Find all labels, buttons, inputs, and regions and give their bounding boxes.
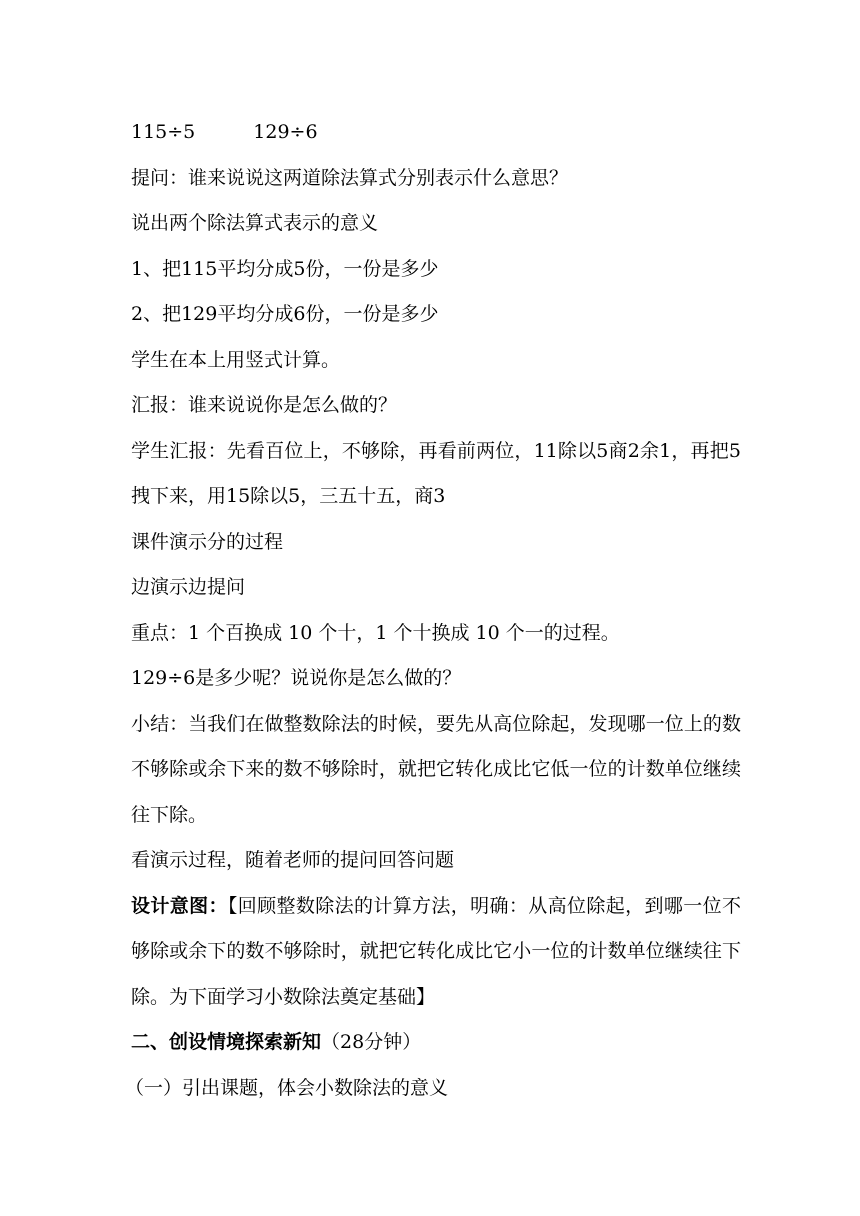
meaning-title: 说出两个除法算式表示的意义	[131, 212, 379, 234]
design-intent-label: 设计意图：	[131, 894, 228, 917]
document-page	[125, 110, 741, 1111]
meaning-item-1: 1、把115平均分成5份，一份是多少	[131, 257, 439, 280]
division-expressions	[131, 110, 741, 156]
demo-ask-line: 边演示边提问	[131, 576, 246, 598]
subsection-heading: （一）引出课题，体会小数除法的意义	[125, 1076, 449, 1099]
expression-115-div-5: 115÷5	[131, 121, 196, 143]
design-intent-paragraph	[131, 884, 741, 1021]
design-intent-text: 【回顾整数除法的计算方法，明确：从高位除起，到哪一位不够除或余下的数不够除时，就把它转化成比它小一位的计数单位继续往下除。为下面学习小数除法奠定基础】	[131, 894, 741, 1008]
summary-paragraph: 小结：当我们在做整数除法的时候，要先从高位除起，发现哪一位上的数不够除或余下来的数不够除时，就把它转化成比它低一位的计数单位继续往下除。	[131, 712, 741, 826]
courseware-line: 课件演示分的过程	[131, 530, 284, 553]
expression-129-div-6: 129÷6	[253, 121, 318, 143]
watch-demo-line: 看演示过程，随着老师的提问回答问题	[131, 849, 455, 871]
meaning-item-2: 2、把129平均分成6份，一份是多少	[131, 303, 439, 325]
student-calc-line: 学生在本上用竖式计算。	[131, 348, 341, 371]
question-line: 提问：谁来说说这两道除法算式分别表示什么意思？	[131, 166, 569, 189]
section-heading	[131, 1020, 741, 1066]
second-question-line: 129÷6是多少呢？说说你是怎么做的？	[131, 667, 462, 689]
section-title: 二、创设情境探索新知	[131, 1031, 322, 1053]
report-question: 汇报：谁来说说你是怎么做的？	[131, 394, 398, 416]
student-report-paragraph: 学生汇报：先看百位上，不够除，再看前两位，11除以5商2余1，再把5拽下来，用15除以5，三五十五，商3	[131, 439, 741, 507]
section-time: （28分钟）	[321, 1031, 422, 1053]
key-point-line: 重点：1 个百换成 10 个十，1 个十换成 10 个一的过程。	[131, 621, 620, 644]
